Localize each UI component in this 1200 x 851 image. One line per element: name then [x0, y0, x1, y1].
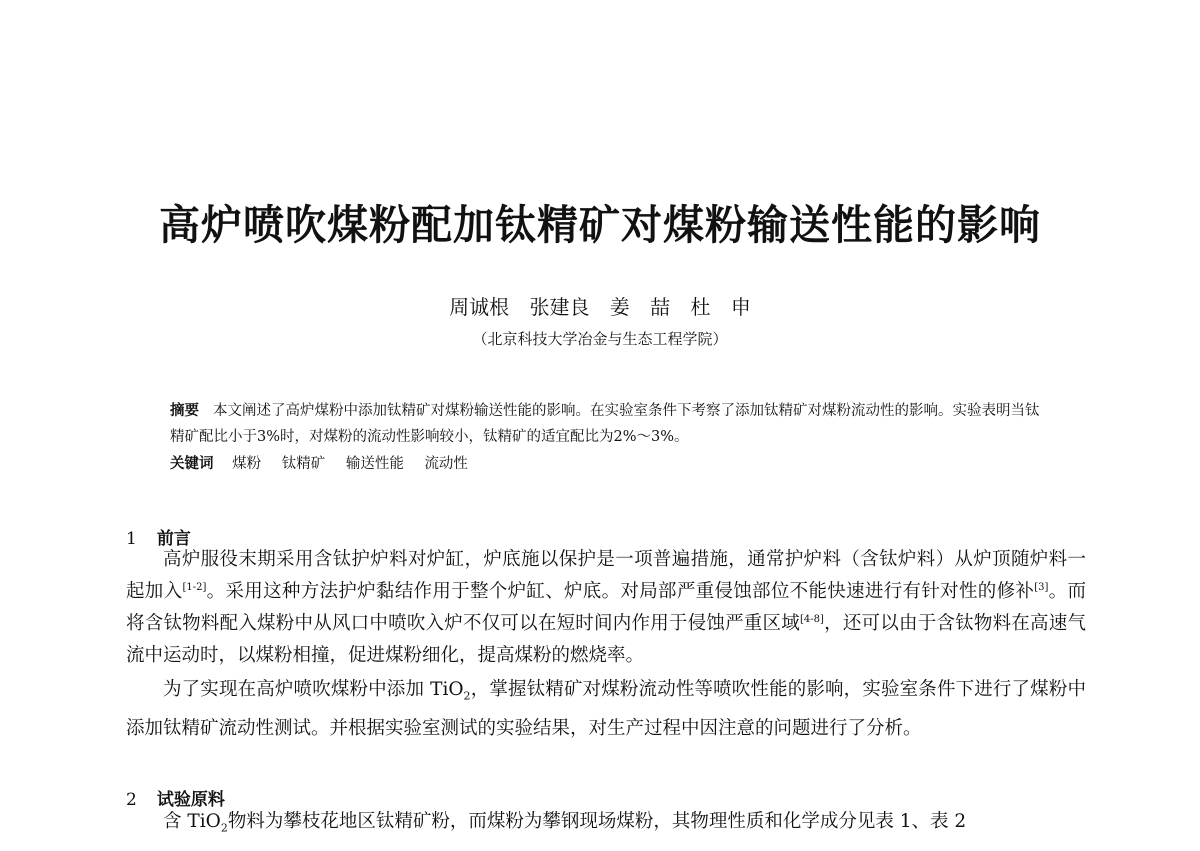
citation: [1-2] [182, 582, 207, 593]
keyword: 流动性 [424, 456, 468, 472]
keyword: 煤粉 [232, 456, 262, 472]
section-title: 试验原料 [156, 790, 225, 810]
section-title: 前言 [156, 529, 191, 549]
paper-title: 高炉喷吹煤粉配加钛精矿对煤粉输送性能的影响 [159, 201, 1041, 249]
author-list: 周诚根 张建良 姜 喆 杜 申 [449, 295, 751, 319]
keyword: 输送性能 [345, 456, 404, 472]
abstract [170, 398, 1050, 450]
affiliation: （北京科技大学冶金与生态工程学院） [472, 330, 728, 348]
keywords [170, 452, 484, 473]
paragraph-intro-2: 为了实现在高炉喷吹煤粉中添加 TiO$_2$，掌握钛精矿对煤粉流动性等喷吹性能的影响，实验室条件下进行了煤粉中添加钛精矿流动性测试。并根据实验室测试的实验结果，对生产过程中因注意的问题进行了分析。 [126, 679, 1086, 739]
keyword: 钛精矿 [281, 456, 326, 472]
keywords-label: 关键词 [170, 455, 214, 472]
abstract-label: 摘要 [170, 402, 199, 419]
section-number: 2 [126, 790, 137, 810]
abstract-text: 本文阐述了高炉煤粉中添加钛精矿对煤粉输送性能的影响。在实验室条件下考察了添加钛精矿对煤粉流动性的影响。实验表明当钛精矿配比小于3%时，对煤粉的流动性影响较小，钛精矿的适宜配比为2%～3%。 [170, 403, 1040, 445]
paragraph-materials: 含 TiO$_2$物料为攀枝花地区钛精矿粉，而煤粉为攀钢现场煤粉，其物理性质和化学成分见表 1、表 2 [163, 811, 967, 835]
citation: [4-8] [799, 614, 824, 625]
section-number: 1 [126, 529, 137, 549]
citation: [3] [1034, 582, 1049, 593]
paragraph-intro-1: 高炉服役末期采用含钛护炉料对炉缸，炉底施以保护是一项普遍措施，通常护炉料（含钛炉料）从炉顶随炉料一起加入[1-2]。采用这种方法护炉黏结作用于整个炉缸、炉底。对局部严重侵蚀部位不能快速进行有针对性的修补[3]。而将含钛物料配入煤粉中从风口中喷吹入炉不仅可以在短时间内作用于侵蚀严重区域[4-8]，还可以由于含钛物料在高速气流中运动时，以煤粉相撞，促进煤粉细化，提高煤粉的燃烧率。 [126, 549, 1086, 666]
